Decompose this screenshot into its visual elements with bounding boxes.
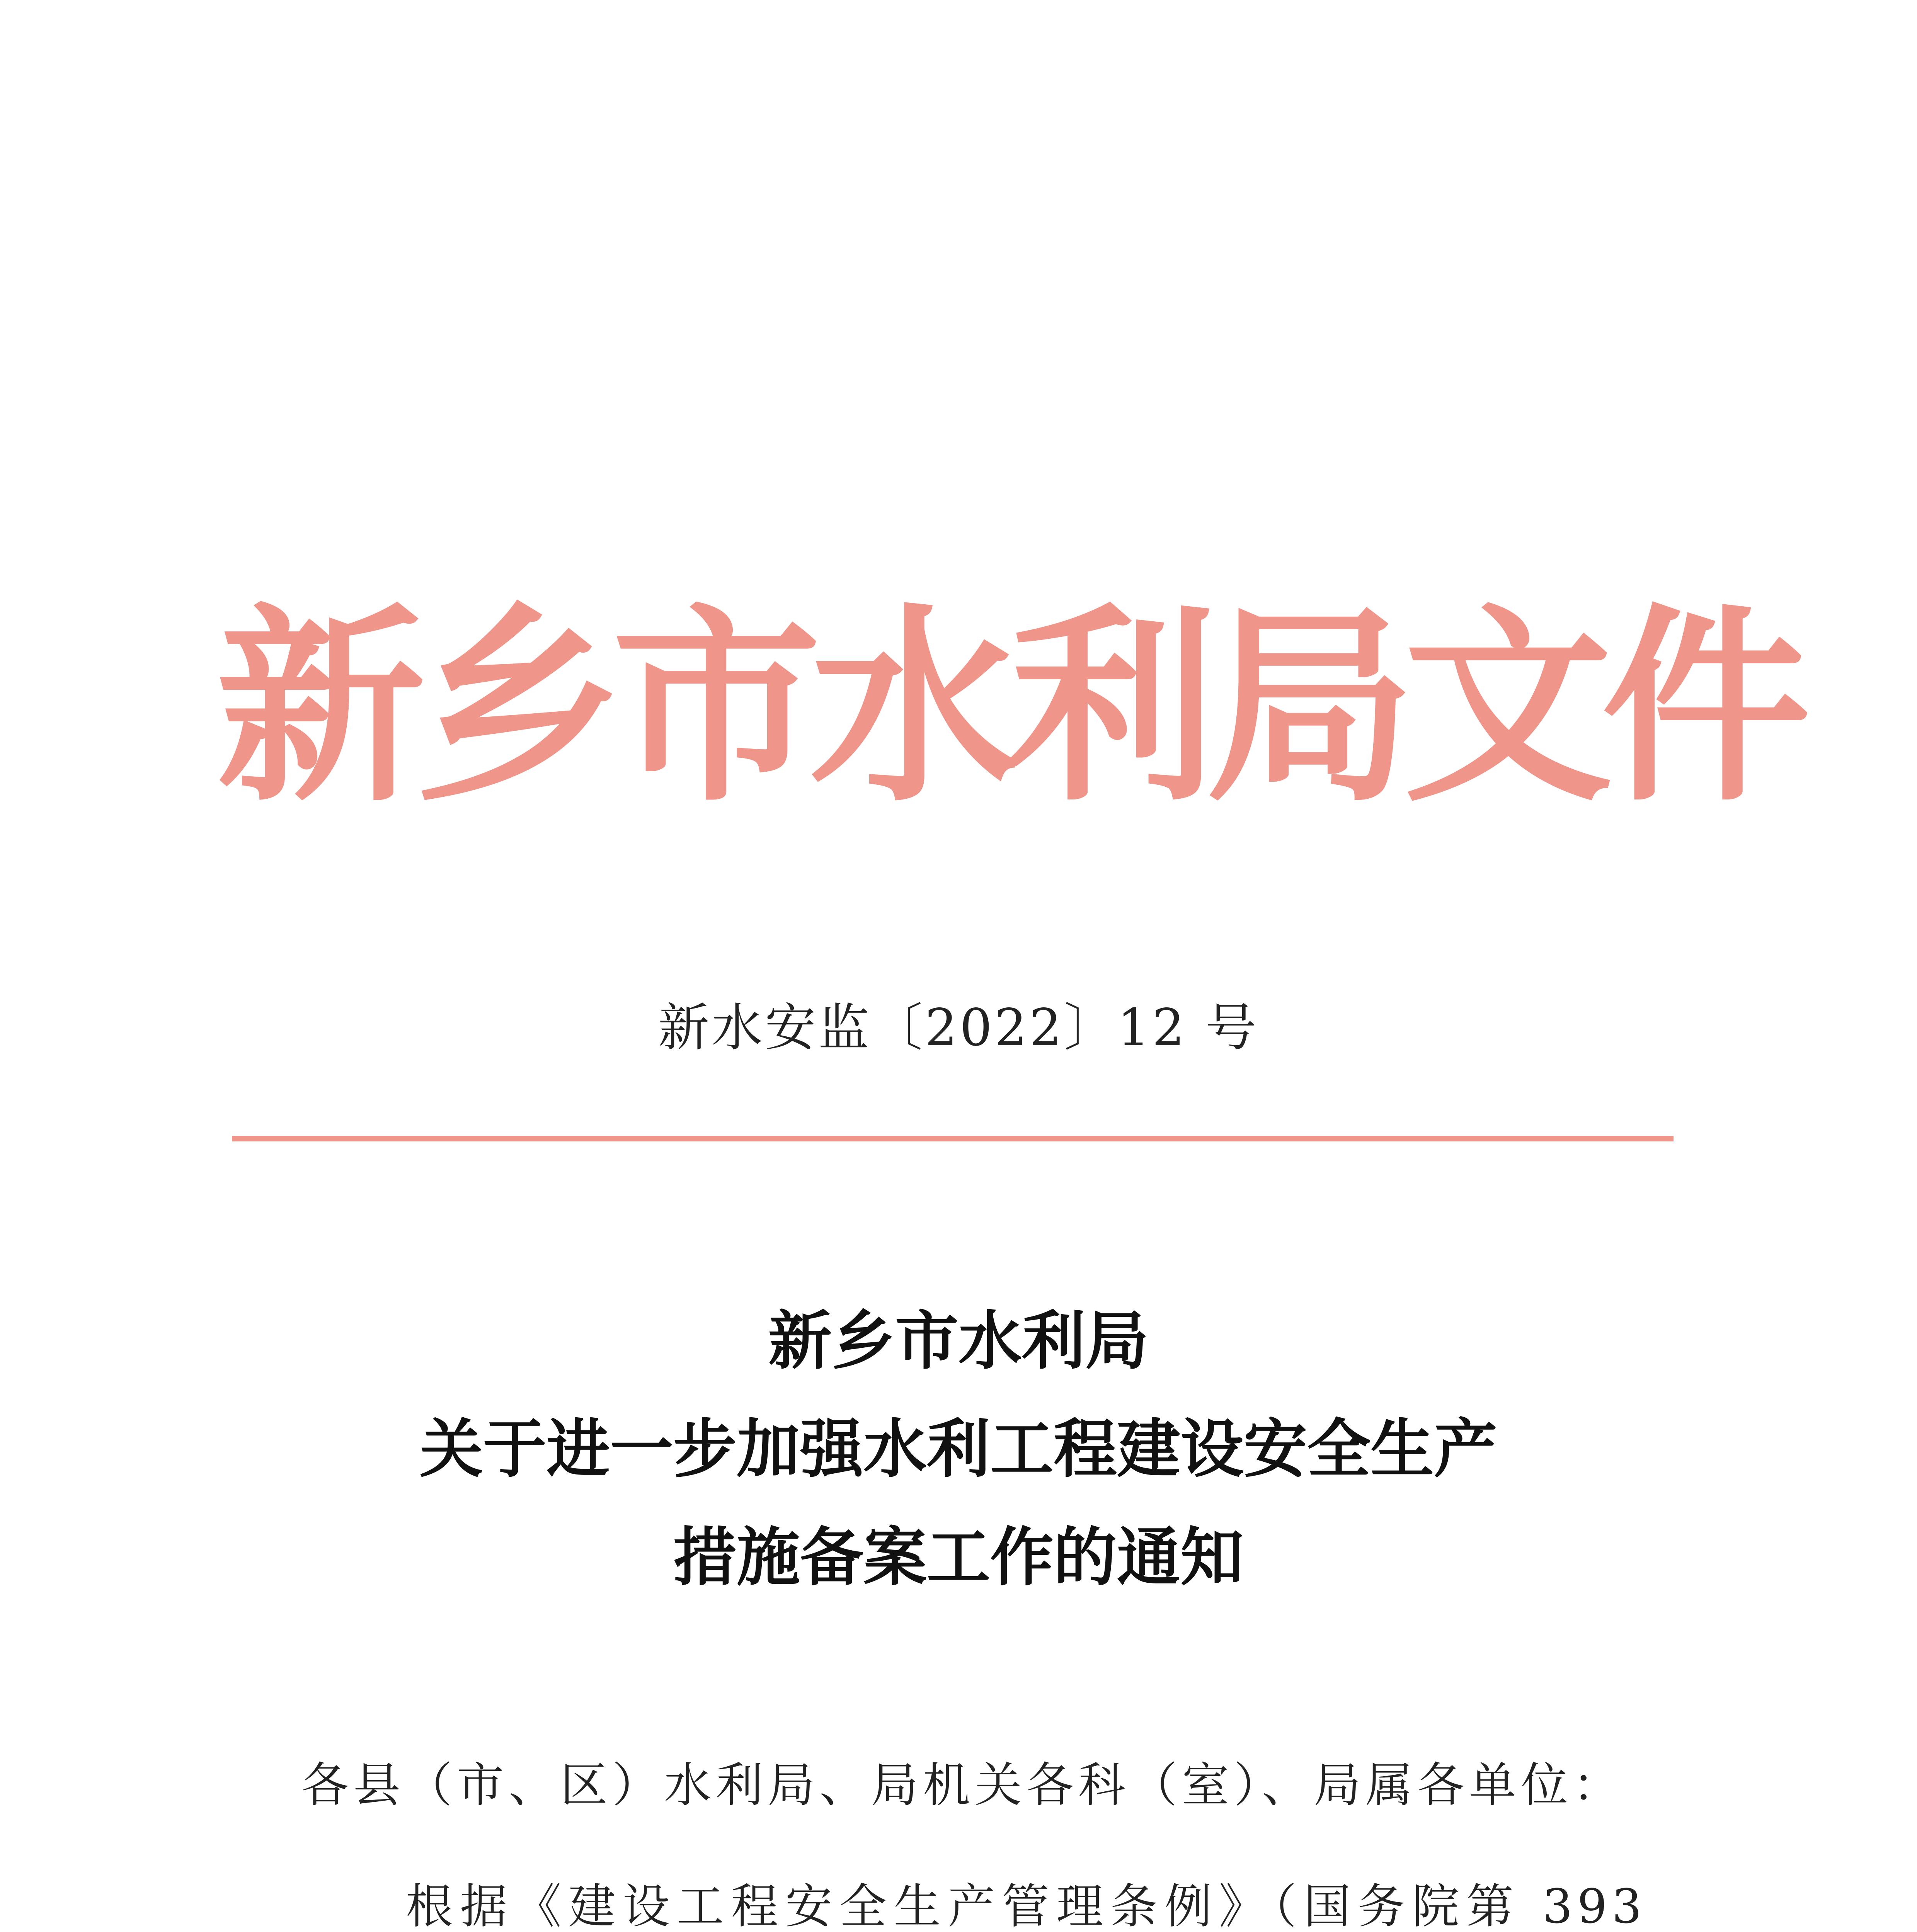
body-paragraph-1: 根据《建设工程安全生产管理条例》（国务院第 393 <box>406 1879 1646 1932</box>
document-title <box>216 1287 1701 1611</box>
title-line-1: 新乡市水利局 <box>768 1303 1149 1378</box>
title-line-2: 关于进一步加强水利工程建设安全生产 <box>419 1412 1497 1486</box>
red-divider-line <box>232 1136 1674 1141</box>
issuing-org-header: 新乡市水利局文件 <box>216 585 1800 830</box>
title-line-3: 措施备案工作的通知 <box>673 1520 1244 1594</box>
salutation: 各县（市、区）水利局、局机关各科（室）、局属各单位： <box>301 1758 1624 1813</box>
document-number: 新水安监〔2022〕12 号 <box>658 998 1259 1058</box>
